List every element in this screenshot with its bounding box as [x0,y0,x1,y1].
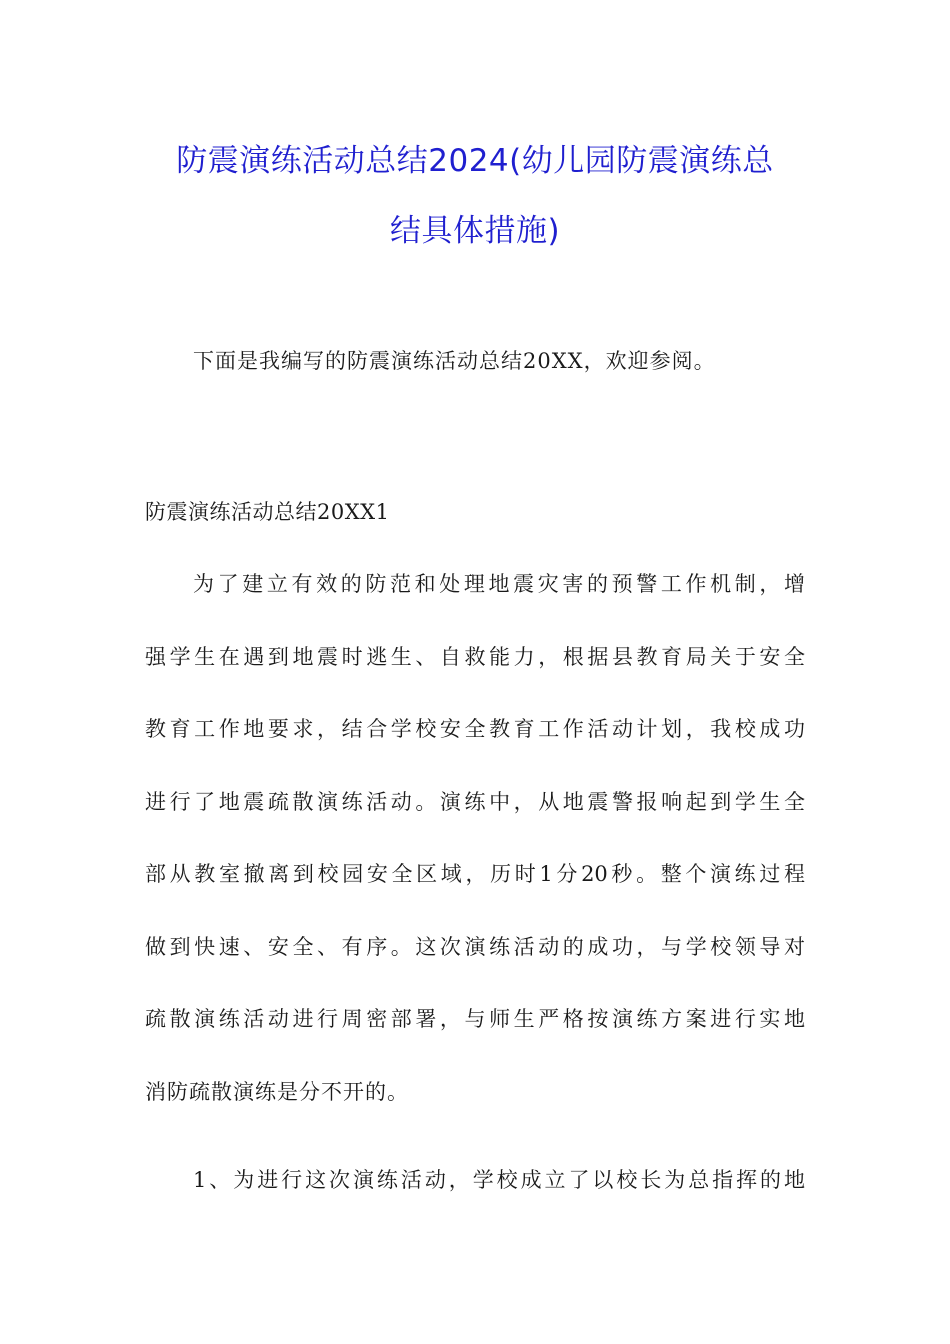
paragraph-line: 1、为进行这次演练活动，学校成立了以校长为总指挥的地 [193,1168,805,1192]
paragraph-line: 部从教室撤离到校园安全区域，历时1分20秒。整个演练过程 [145,862,805,886]
title-line-2: 结具体措施) [389,213,561,249]
intro-text: 下面是我编写的防震演练活动总结20XX，欢迎参阅。 [193,349,716,373]
paragraph-line: 消防疏散演练是分不开的。 [145,1079,409,1104]
paragraph-line: 做到快速、安全、有序。这次演练活动的成功，与学校领导对 [145,934,805,959]
paragraph-line: 进行了地震疏散演练活动。演练中，从地震警报响起到学生全 [145,789,805,814]
body-paragraph-2 [145,1162,805,1235]
title-line-1: 防震演练活动总结2024(幼儿园防震演练总 [176,143,774,179]
body-paragraph-1 [145,566,805,1146]
paragraph-line: 为了建立有效的防范和处理地震灾害的预警工作机制，增 [193,572,805,596]
document-title [145,126,805,266]
paragraph-line: 疏散演练活动进行周密部署，与师生严格按演练方案进行实地 [145,1007,805,1031]
section-subheading: 防震演练活动总结20XX1 [145,500,390,524]
paragraph-line: 教育工作地要求，结合学校安全教育工作活动计划，我校成功 [145,717,805,741]
paragraph-line: 强学生在遇到地震时逃生、自救能力，根据县教育局关于安全 [145,644,805,669]
